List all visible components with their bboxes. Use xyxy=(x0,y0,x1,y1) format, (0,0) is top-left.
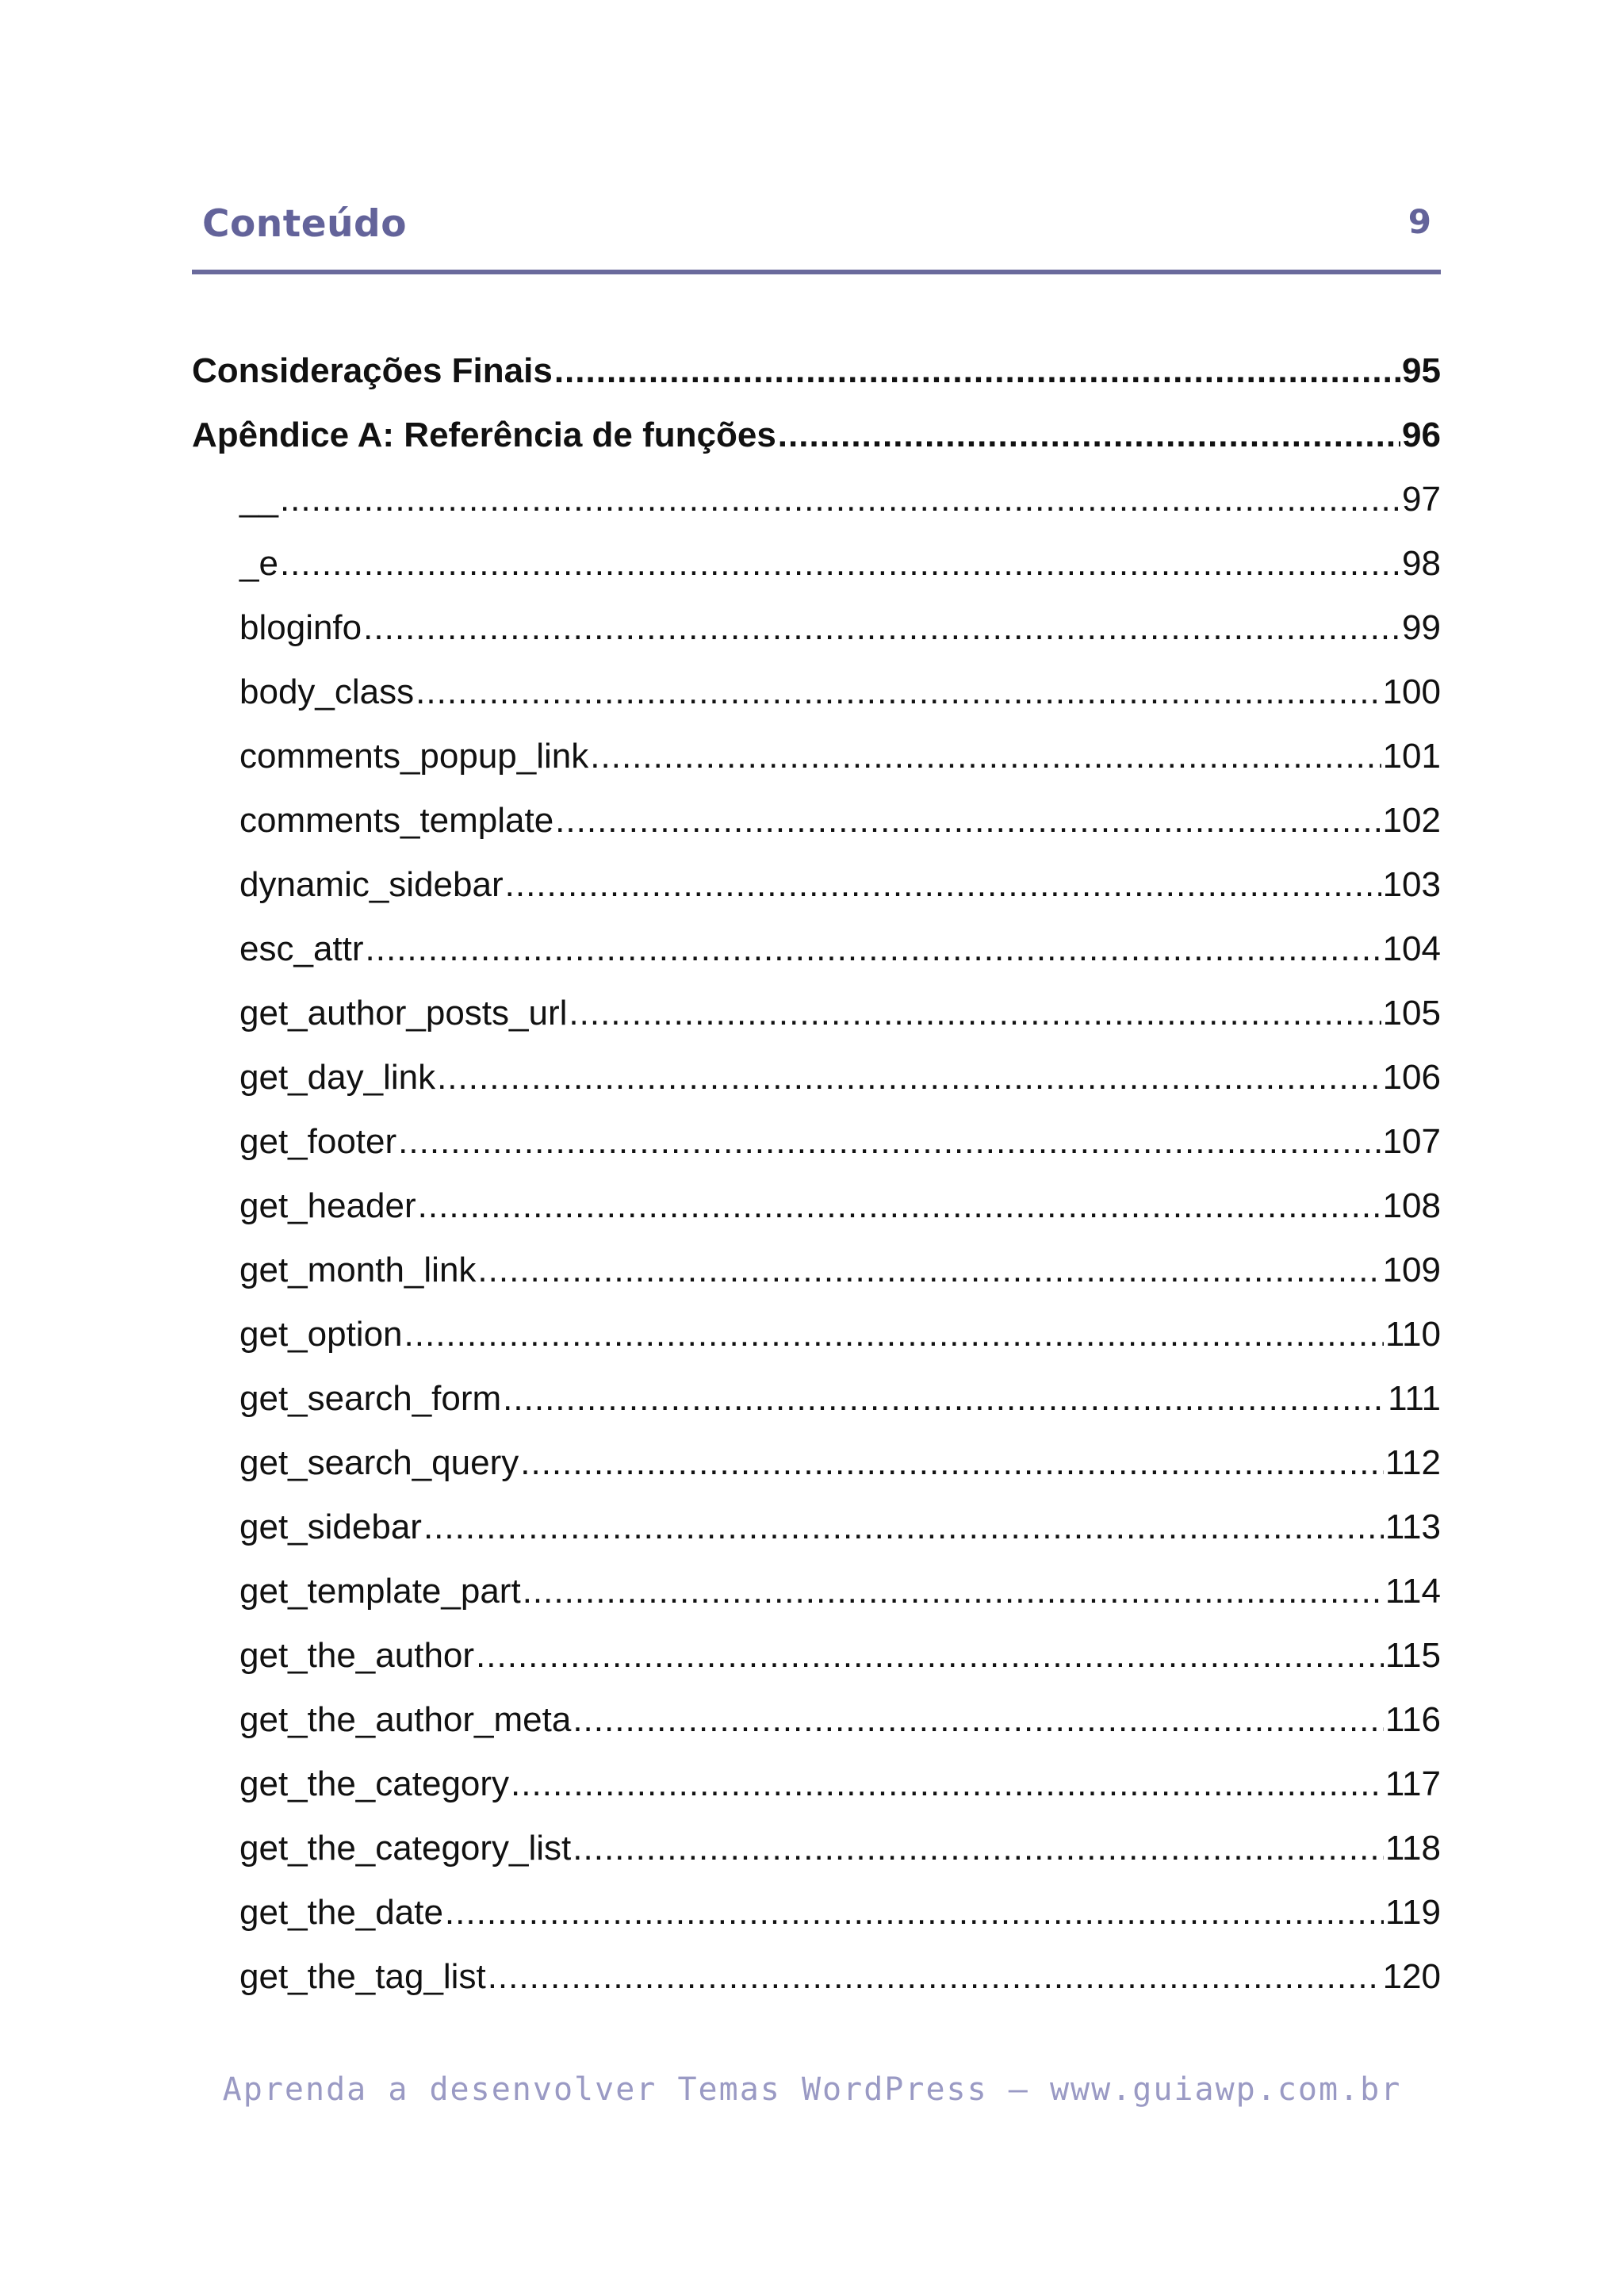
dot-leader xyxy=(363,596,1400,660)
page-number: 9 xyxy=(1408,202,1431,241)
toc-entry-label: get_template_part xyxy=(239,1572,521,1611)
toc-entry-label: get_sidebar xyxy=(239,1508,422,1546)
toc-entry-page-number: 110 xyxy=(1385,1315,1441,1354)
toc-entry-page-number: 96 xyxy=(1402,416,1441,454)
toc-entry-label: get_the_tag_list xyxy=(239,1957,486,1996)
toc-entry-page-number: 113 xyxy=(1385,1508,1441,1546)
toc-entry-label: get_the_date xyxy=(239,1893,443,1932)
dot-leader xyxy=(280,531,1400,596)
toc-entry-label: body_class xyxy=(239,672,415,711)
dot-leader xyxy=(505,852,1381,917)
toc-entry-page-number: 112 xyxy=(1385,1443,1441,1482)
toc-function-entry[interactable] xyxy=(192,531,1441,596)
dot-leader xyxy=(404,1302,1384,1366)
dot-leader xyxy=(573,1688,1384,1752)
toc-entry-label: get_header xyxy=(239,1186,416,1225)
toc-entry-page-number: 104 xyxy=(1382,929,1441,968)
dot-leader xyxy=(520,1431,1384,1495)
dot-leader xyxy=(503,1366,1386,1431)
dot-leader xyxy=(445,1880,1384,1944)
toc-entry-label: get_day_link xyxy=(239,1058,436,1097)
toc-function-entry[interactable] xyxy=(192,1109,1441,1174)
toc-function-entry[interactable] xyxy=(192,596,1441,660)
dot-leader xyxy=(476,1623,1384,1688)
dot-leader xyxy=(437,1045,1381,1109)
toc-entry-page-number: 109 xyxy=(1382,1251,1441,1289)
dot-leader xyxy=(280,467,1400,531)
section-title: Conteúdo xyxy=(202,202,407,246)
dot-leader xyxy=(423,1495,1384,1559)
toc-function-entry[interactable] xyxy=(192,981,1441,1045)
toc-entry-label: comments_popup_link xyxy=(239,737,589,776)
dot-leader xyxy=(488,1944,1381,2009)
toc-function-entry[interactable] xyxy=(192,660,1441,724)
dot-leader xyxy=(778,403,1400,467)
dot-leader xyxy=(416,660,1381,724)
page-header xyxy=(192,187,1441,274)
toc-entry-label: Apêndice A: Referência de funções xyxy=(192,416,776,454)
dot-leader xyxy=(398,1109,1381,1174)
toc-function-entry[interactable] xyxy=(192,852,1441,917)
dot-leader xyxy=(555,788,1381,852)
toc-function-entry[interactable] xyxy=(192,1431,1441,1495)
toc-function-entry[interactable] xyxy=(192,1495,1441,1559)
toc-function-entry[interactable] xyxy=(192,917,1441,981)
toc-entry-page-number: 103 xyxy=(1382,865,1441,904)
dot-leader xyxy=(569,981,1381,1045)
toc-entry-page-number: 102 xyxy=(1382,801,1441,840)
toc-function-entry[interactable] xyxy=(192,1045,1441,1109)
toc-entry-label: get_search_query xyxy=(239,1443,519,1482)
toc-entry-page-number: 105 xyxy=(1382,994,1441,1032)
toc-entry-label: __ xyxy=(239,480,278,519)
toc-entry-page-number: 101 xyxy=(1382,737,1441,776)
dot-leader xyxy=(523,1559,1384,1623)
toc-entry-page-number: 118 xyxy=(1385,1829,1441,1868)
dot-leader xyxy=(573,1816,1384,1880)
toc-entry-label: get_footer xyxy=(239,1122,397,1161)
toc-entry-label: Considerações Finais xyxy=(192,351,553,390)
toc-entry-label: get_the_author_meta xyxy=(239,1700,572,1739)
toc-entry-page-number: 100 xyxy=(1382,672,1441,711)
toc-entry-page-number: 95 xyxy=(1402,351,1441,390)
toc-function-entry[interactable] xyxy=(192,1302,1441,1366)
toc-entry-label: get_search_form xyxy=(239,1379,502,1418)
toc-entry-label: get_the_category xyxy=(239,1764,510,1803)
toc-entry-label: get_month_link xyxy=(239,1251,477,1289)
toc-function-entry[interactable] xyxy=(192,1688,1441,1752)
dot-leader xyxy=(511,1752,1384,1816)
toc-chapter-entry[interactable] xyxy=(192,403,1441,467)
toc-entry-label: get_the_category_list xyxy=(239,1829,572,1868)
toc-entry-label: get_the_author xyxy=(239,1636,475,1675)
toc-entry-label: dynamic_sidebar xyxy=(239,865,504,904)
toc-entry-page-number: 119 xyxy=(1385,1893,1441,1932)
toc-entry-label: _e xyxy=(239,544,278,583)
toc-chapter-entry[interactable] xyxy=(192,339,1441,403)
toc-function-entry[interactable] xyxy=(192,467,1441,531)
toc-entry-label: bloginfo xyxy=(239,608,362,647)
toc-function-entry[interactable] xyxy=(192,1559,1441,1623)
toc-entry-label: esc_attr xyxy=(239,929,364,968)
toc-entry-page-number: 115 xyxy=(1385,1636,1441,1675)
toc-entry-label: get_author_posts_url xyxy=(239,994,568,1032)
toc-function-entry[interactable] xyxy=(192,1880,1441,1944)
table-of-contents xyxy=(192,339,1441,2009)
toc-entry-page-number: 120 xyxy=(1382,1957,1441,1996)
toc-entry-page-number: 111 xyxy=(1388,1379,1441,1418)
dot-leader xyxy=(590,724,1381,788)
toc-entry-page-number: 116 xyxy=(1385,1700,1441,1739)
toc-function-entry[interactable] xyxy=(192,1238,1441,1302)
toc-entry-page-number: 107 xyxy=(1382,1122,1441,1161)
page-footer: Aprenda a desenvolver Temas WordPress – www.guiawp.com.br xyxy=(222,2071,1402,2108)
toc-function-entry[interactable] xyxy=(192,724,1441,788)
toc-entry-page-number: 99 xyxy=(1402,608,1441,647)
toc-function-entry[interactable] xyxy=(192,1174,1441,1238)
toc-function-entry[interactable] xyxy=(192,1944,1441,2009)
toc-entry-label: get_option xyxy=(239,1315,403,1354)
toc-function-entry[interactable] xyxy=(192,1752,1441,1816)
toc-entry-page-number: 106 xyxy=(1382,1058,1441,1097)
toc-entry-page-number: 117 xyxy=(1385,1764,1441,1803)
toc-function-entry[interactable] xyxy=(192,1366,1441,1431)
dot-leader xyxy=(418,1174,1381,1238)
toc-entry-label: comments_template xyxy=(239,801,554,840)
toc-function-entry[interactable] xyxy=(192,788,1441,852)
toc-entry-page-number: 108 xyxy=(1382,1186,1441,1225)
dot-leader xyxy=(554,339,1400,403)
toc-entry-page-number: 114 xyxy=(1385,1572,1441,1611)
toc-entry-page-number: 97 xyxy=(1402,480,1441,519)
toc-function-entry[interactable] xyxy=(192,1816,1441,1880)
dot-leader xyxy=(366,917,1381,981)
dot-leader xyxy=(477,1238,1381,1302)
toc-entry-page-number: 98 xyxy=(1402,544,1441,583)
toc-function-entry[interactable] xyxy=(192,1623,1441,1688)
